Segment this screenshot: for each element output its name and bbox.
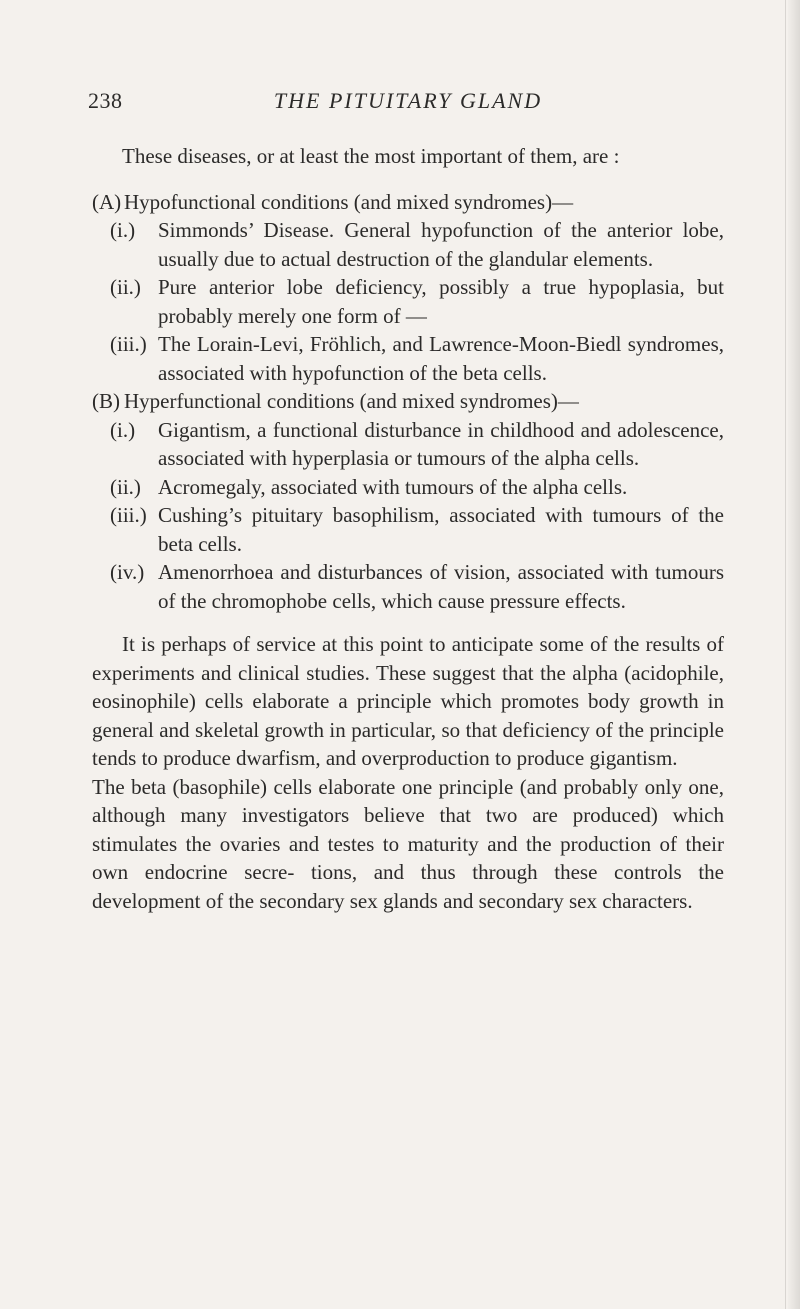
section-b-heading: Hyperfunctional conditions (and mixed syndromes)— xyxy=(124,389,579,413)
list-item xyxy=(92,558,724,615)
body-paragraph-beta: The beta (basophile) cells elaborate one principle (and probably only one, although many investigators believe that two are produced) which stimulates the ovaries and testes to maturity and the production of their own endocrine secre- tions, and thus through these controls the development of the secondary sex glands and secondary sex characters. xyxy=(92,774,724,913)
section-a-marker: (A) xyxy=(92,189,122,214)
list-item-marker: (ii.) xyxy=(110,474,141,499)
body-paragraph-alpha: It is perhaps of service at this point to anticipate some of the results of experiments and clinical studies. These suggest that the alpha (acidophile, eosinophile) cells elaborate a principle which promotes body growth in general and skeletal growth in particular, so that deficiency of the principle tends to produce dwarfism, and overproduction to produce gigantism. xyxy=(92,632,724,770)
list-item xyxy=(92,330,724,387)
section-b-marker: (B) xyxy=(92,389,120,413)
list-item xyxy=(92,216,724,273)
page-number: 238 xyxy=(88,88,123,113)
list-item-marker: (iii.) xyxy=(110,332,147,356)
list-item-text: Cushing’s pituitary basophilism, associated with tumours of the beta cells. xyxy=(158,503,724,556)
list-item-marker: (iv.) xyxy=(110,560,145,584)
list-item-text: Pure anterior lobe deficiency, possibly a true hypoplasia, but probably merely one form of — xyxy=(158,275,724,328)
running-title: THE PITUITARY GLAND xyxy=(273,88,543,113)
list-item-text: Simmonds’ Disease. General hypofunction of the anterior lobe, usually due to actual destruction of the glandular elements. xyxy=(158,218,724,271)
list-item xyxy=(92,416,724,473)
list-item-marker: (i.) xyxy=(110,218,136,242)
list-item-text: Amenorrhoea and disturbances of vision, associated with tumours of the chromophobe cells, which cause pressure effects. xyxy=(158,560,724,613)
list-item-text: Acromegaly, associated with tumours of the alpha cells. xyxy=(158,474,628,499)
intro-paragraph: These diseases, or at least the most important of them, are : xyxy=(122,144,620,168)
list-item xyxy=(92,501,724,558)
list-item-text: The Lorain-Levi, Fröhlich, and Lawrence-Moon-Biedl syndromes, associated with hypofunction of the beta cells. xyxy=(158,332,724,385)
section-b xyxy=(92,387,724,416)
list-item-marker: (i.) xyxy=(110,417,136,442)
page-body xyxy=(92,142,724,915)
list-item-text: Gigantism, a functional disturbance in childhood and adolescence, associated with hyperplasia or tumours of the alpha cells. xyxy=(158,417,724,470)
list-item xyxy=(92,473,724,502)
list-item-marker: (iii.) xyxy=(110,503,147,527)
section-a-heading: Hypofunctional conditions (and mixed syndromes)— xyxy=(124,189,574,214)
page-edge-line xyxy=(785,0,786,1309)
list-item xyxy=(92,273,724,330)
page-edge xyxy=(788,0,800,1309)
page-header xyxy=(88,88,728,118)
section-a xyxy=(92,188,724,217)
list-item-marker: (ii.) xyxy=(110,275,141,299)
